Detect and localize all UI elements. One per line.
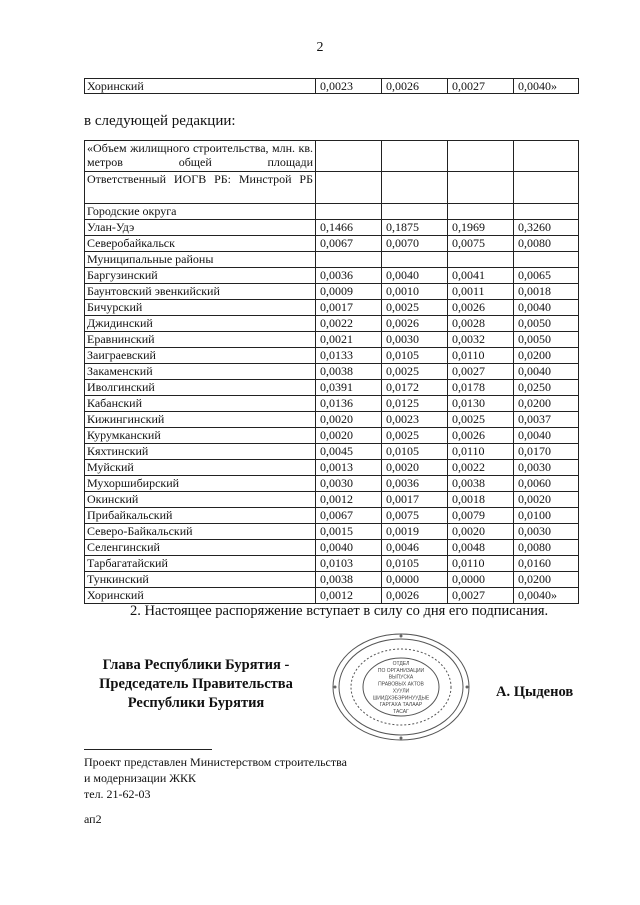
value-cell: 0,0026: [448, 428, 514, 444]
table-row: [85, 556, 579, 572]
value-cell: 0,0130: [448, 396, 514, 412]
value-cell: 0,0022: [448, 460, 514, 476]
table-row: [85, 492, 579, 508]
empty-cell: [382, 204, 448, 220]
value-cell: 0,0000: [382, 572, 448, 588]
table-row: [85, 460, 579, 476]
table-row: [85, 524, 579, 540]
empty-cell: [514, 204, 579, 220]
value-cell: 0,0065: [514, 268, 579, 284]
value-cell: 0,0020: [316, 412, 382, 428]
value-cell: 0,0038: [316, 364, 382, 380]
value-cell: 0,0030: [514, 524, 579, 540]
table-row: [85, 412, 579, 428]
value-cell: 0,0036: [316, 268, 382, 284]
seal-text-line: ХУУЛИ: [392, 688, 410, 695]
empty-cell: [382, 141, 448, 172]
value-cell: 0,0125: [382, 396, 448, 412]
value-cell: 0,0036: [382, 476, 448, 492]
value-cell: 0,0027: [448, 588, 514, 604]
value-cell: 0,0200: [514, 572, 579, 588]
table-row: [85, 588, 579, 604]
district-name-cell: Джидинский: [85, 316, 316, 332]
table-row: [85, 236, 579, 252]
row-label-cell: Муниципальные районы: [85, 252, 316, 268]
value-cell: 0,0021: [316, 332, 382, 348]
value-cell: 0,0000: [448, 572, 514, 588]
value-cell: 0,0080: [514, 236, 579, 252]
empty-cell: [316, 141, 382, 172]
empty-cell: [448, 141, 514, 172]
district-name-cell: Прибайкальский: [85, 508, 316, 524]
value-cell: 0,0040»: [514, 588, 579, 604]
value-cell: 0,0046: [382, 540, 448, 556]
value-cell: 0,0050: [514, 332, 579, 348]
table-row: [85, 316, 579, 332]
value-cell: 0,0040: [382, 268, 448, 284]
empty-cell: [514, 172, 579, 204]
table-row: [85, 540, 579, 556]
signatory-title-line: Республики Бурятия: [127, 695, 265, 711]
value-cell: 0,0067: [316, 236, 382, 252]
value-cell: 0,0023: [316, 79, 382, 94]
value-cell: 0,0027: [448, 364, 514, 380]
table-header-row: [85, 141, 579, 172]
table-row: [85, 79, 579, 94]
value-cell: 0,0250: [514, 380, 579, 396]
table-row: [85, 572, 579, 588]
value-cell: 0,0030: [382, 332, 448, 348]
district-name-cell: Северо-Байкальский: [85, 524, 316, 540]
district-name-cell: Еравнинский: [85, 332, 316, 348]
value-cell: 0,1466: [316, 220, 382, 236]
value-cell: 0,0030: [316, 476, 382, 492]
value-cell: 0,0037: [514, 412, 579, 428]
empty-cell: [382, 252, 448, 268]
signatory-title: [84, 656, 308, 713]
value-cell: 0,0105: [382, 556, 448, 572]
table-row: [85, 380, 579, 396]
value-cell: 0,0020: [316, 428, 382, 444]
value-cell: 0,0160: [514, 556, 579, 572]
clause-2: 2. Настоящее распоряжение вступает в силу со дня его подписания.: [130, 603, 549, 619]
value-cell: 0,0011: [448, 284, 514, 300]
official-round-seal-icon: [331, 632, 471, 742]
value-cell: 0,0017: [382, 492, 448, 508]
table-row: [85, 348, 579, 364]
seal-text-line: ТАСАГ: [393, 709, 409, 715]
value-cell: 0,3260: [514, 220, 579, 236]
value-cell: 0,0026: [382, 588, 448, 604]
district-name-cell: Закаменский: [85, 364, 316, 380]
value-cell: 0,0178: [448, 380, 514, 396]
value-cell: 0,0012: [316, 588, 382, 604]
table-row: [85, 364, 579, 380]
value-cell: 0,0012: [316, 492, 382, 508]
table-row: [85, 284, 579, 300]
seal-text-line: ОТДЕЛ: [392, 661, 410, 667]
value-cell: 0,0023: [382, 412, 448, 428]
value-cell: 0,0010: [382, 284, 448, 300]
value-cell: 0,0080: [514, 540, 579, 556]
district-name-cell: Кижингинский: [85, 412, 316, 428]
value-cell: 0,0075: [382, 508, 448, 524]
seal-text-line: ПРАВОВЫХ АКТОВ: [378, 681, 424, 688]
value-cell: 0,0015: [316, 524, 382, 540]
housing-volume-table: [84, 140, 579, 604]
empty-cell: [382, 172, 448, 204]
value-cell: 0,0040»: [514, 79, 579, 94]
value-cell: 0,0038: [316, 572, 382, 588]
value-cell: 0,0022: [316, 316, 382, 332]
district-name-cell: Хоринский: [85, 79, 316, 94]
table-row: [85, 332, 579, 348]
district-name-cell: Курумканский: [85, 428, 316, 444]
value-cell: 0,0045: [316, 444, 382, 460]
footer-line: и модернизации ЖКК: [84, 771, 197, 785]
empty-cell: [514, 141, 579, 172]
value-cell: 0,0025: [448, 412, 514, 428]
section-title-row: [85, 204, 579, 220]
table-row: [85, 300, 579, 316]
value-cell: 0,0026: [448, 300, 514, 316]
value-cell: 0,0170: [514, 444, 579, 460]
value-cell: 0,0070: [382, 236, 448, 252]
table-row: [85, 428, 579, 444]
district-name-cell: Иволгинский: [85, 380, 316, 396]
value-cell: 0,1875: [382, 220, 448, 236]
value-cell: 0,0019: [382, 524, 448, 540]
value-cell: 0,0013: [316, 460, 382, 476]
district-name-cell: Заиграевский: [85, 348, 316, 364]
table-row: [85, 444, 579, 460]
value-cell: 0,0009: [316, 284, 382, 300]
seal-text-line: ШИИДХЭБЭРИНУУДЫЕ: [372, 695, 430, 702]
table-row: [85, 268, 579, 284]
empty-cell: [316, 204, 382, 220]
value-cell: 0,0026: [382, 316, 448, 332]
signatory-name: А. Цыденов: [496, 684, 574, 700]
district-name-cell: Баргузинский: [85, 268, 316, 284]
value-cell: 0,0040: [316, 540, 382, 556]
table-row: [85, 508, 579, 524]
value-cell: 0,0110: [448, 444, 514, 460]
value-cell: 0,0040: [514, 300, 579, 316]
value-cell: 0,0025: [382, 364, 448, 380]
district-name-cell: Кяхтинский: [85, 444, 316, 460]
district-name-cell: Тарбагатайский: [85, 556, 316, 572]
row-label-cell: «Объем жилищного строительства, млн. кв. метров общей площади: [85, 141, 316, 172]
district-name-cell: Кабанский: [85, 396, 316, 412]
value-cell: 0,0041: [448, 268, 514, 284]
value-cell: 0,0391: [316, 380, 382, 396]
empty-cell: [316, 252, 382, 268]
document-code: ап2: [84, 812, 102, 826]
row-label-cell: Ответственный ИОГВ РБ: Минстрой РБ: [85, 172, 316, 204]
value-cell: 0,0040: [514, 364, 579, 380]
district-name-cell: Северобайкальск: [85, 236, 316, 252]
value-cell: 0,0079: [448, 508, 514, 524]
seal-text-line: ГАРГАХА ТАЛААР: [379, 702, 423, 709]
value-cell: 0,0020: [448, 524, 514, 540]
value-cell: 0,0020: [382, 460, 448, 476]
value-cell: 0,0136: [316, 396, 382, 412]
value-cell: 0,0028: [448, 316, 514, 332]
value-cell: 0,0060: [514, 476, 579, 492]
value-cell: 0,0103: [316, 556, 382, 572]
district-name-cell: Хоринский: [85, 588, 316, 604]
value-cell: 0,0018: [448, 492, 514, 508]
value-cell: 0,0200: [514, 396, 579, 412]
table-row: [85, 220, 579, 236]
value-cell: 0,0110: [448, 348, 514, 364]
value-cell: 0,0172: [382, 380, 448, 396]
value-cell: 0,0038: [448, 476, 514, 492]
value-cell: 0,0200: [514, 348, 579, 364]
value-cell: 0,0100: [514, 508, 579, 524]
value-cell: 0,0110: [448, 556, 514, 572]
empty-cell: [316, 172, 382, 204]
district-name-cell: Бичурский: [85, 300, 316, 316]
empty-cell: [448, 204, 514, 220]
value-cell: 0,0105: [382, 348, 448, 364]
signatory-title-line: Глава Республики Бурятия -: [102, 657, 290, 673]
value-cell: 0,0017: [316, 300, 382, 316]
value-cell: 0,0018: [514, 284, 579, 300]
value-cell: 0,0020: [514, 492, 579, 508]
page-number: 2: [316, 40, 324, 55]
value-cell: 0,0026: [382, 79, 448, 94]
district-name-cell: Окинский: [85, 492, 316, 508]
value-cell: 0,0025: [382, 300, 448, 316]
value-cell: 0,0040: [514, 428, 579, 444]
footer-line: тел. 21-62-03: [84, 787, 151, 801]
empty-cell: [448, 172, 514, 204]
value-cell: 0,0133: [316, 348, 382, 364]
seal-text-line: ПО ОРГАНИЗАЦИИ: [377, 667, 425, 674]
table-row: [85, 396, 579, 412]
value-cell: 0,0050: [514, 316, 579, 332]
value-cell: 0,0030: [514, 460, 579, 476]
value-cell: 0,1969: [448, 220, 514, 236]
value-cell: 0,0075: [448, 236, 514, 252]
footer-rule: [84, 749, 212, 750]
value-cell: 0,0067: [316, 508, 382, 524]
signatory-title-line: Председатель Правительства: [99, 676, 293, 692]
district-name-cell: Тункинский: [85, 572, 316, 588]
value-cell: 0,0105: [382, 444, 448, 460]
district-name-cell: Мухоршибирский: [85, 476, 316, 492]
value-cell: 0,0032: [448, 332, 514, 348]
intro-text: в следующей редакции:: [84, 113, 236, 129]
empty-cell: [514, 252, 579, 268]
empty-cell: [448, 252, 514, 268]
section-title-row: [85, 252, 579, 268]
value-cell: 0,0025: [382, 428, 448, 444]
district-name-cell: Муйский: [85, 460, 316, 476]
table-row: [85, 476, 579, 492]
district-name-cell: Баунтовский эвенкийский: [85, 284, 316, 300]
value-cell: 0,0027: [448, 79, 514, 94]
row-label-cell: Городские округа: [85, 204, 316, 220]
top-table: [84, 78, 579, 94]
district-name-cell: Селенгинский: [85, 540, 316, 556]
footer-note: [84, 754, 347, 802]
value-cell: 0,0048: [448, 540, 514, 556]
footer-line: Проект представлен Министерством строительства: [84, 755, 347, 769]
district-name-cell: Улан-Удэ: [85, 220, 316, 236]
seal-text-line: ВЫПУСКА: [388, 674, 414, 681]
table-header-row: [85, 172, 579, 204]
